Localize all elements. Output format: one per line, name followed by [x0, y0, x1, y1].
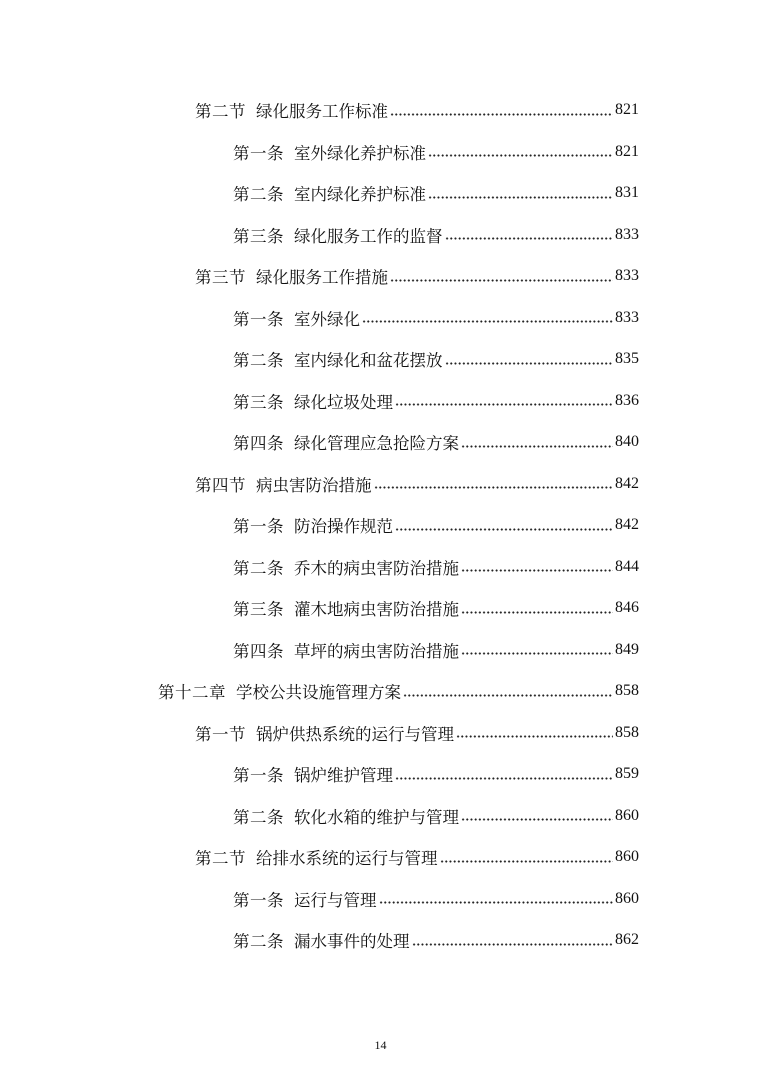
dot-leader — [379, 901, 614, 904]
toc-entry-page: 821 — [615, 101, 639, 118]
toc-entry-title: 绿化垃圾处理 — [294, 392, 393, 412]
dot-leader — [456, 735, 613, 738]
toc-entry-label — [158, 679, 401, 703]
dot-leader — [461, 569, 613, 572]
toc-entry-number: 第一条 — [233, 517, 284, 536]
toc-entry-page: 821 — [615, 142, 639, 160]
dot-leader — [412, 943, 614, 946]
toc-entry-number: 第三条 — [233, 392, 284, 412]
toc-entry-title: 乔木的病虫害防治措施 — [294, 558, 459, 578]
toc-entry-number: 第四节 — [195, 475, 246, 495]
toc-entry-title: 运行与管理 — [294, 890, 377, 910]
toc-entry-label — [233, 223, 443, 247]
toc-entry[interactable] — [233, 881, 639, 917]
toc-entry-page: 862 — [615, 931, 639, 948]
toc-entry-title: 室内绿化养护标准 — [294, 185, 426, 204]
toc-entry[interactable] — [233, 798, 639, 834]
toc-entry-label — [233, 430, 459, 454]
toc-entry-title: 室内绿化和盆花摆放 — [294, 351, 443, 370]
toc-entry[interactable] — [233, 590, 639, 626]
toc-entry-label — [233, 638, 459, 662]
page-number: 14 — [374, 1038, 387, 1052]
toc-entry-label — [233, 804, 459, 828]
toc-entry-page: 860 — [615, 889, 639, 907]
toc-entry-page: 833 — [615, 308, 639, 326]
toc-entry-title: 软化水箱的维护与管理 — [294, 807, 459, 827]
toc-entry-label — [195, 845, 438, 869]
dot-leader — [461, 611, 613, 614]
toc-entry[interactable] — [233, 922, 639, 958]
toc-entry-title: 绿化服务工作的监督 — [294, 226, 443, 246]
toc-entry[interactable] — [233, 175, 639, 211]
toc-entry-label — [195, 721, 454, 745]
toc-entry-page: 833 — [615, 267, 639, 284]
toc-entry-number: 第二条 — [233, 558, 284, 578]
toc-entry-label — [195, 472, 372, 496]
toc-entry-title: 病虫害防治措施 — [256, 475, 372, 495]
toc-entry-label — [233, 181, 426, 205]
dot-leader — [395, 528, 613, 531]
toc-entry-label — [233, 140, 426, 164]
toc-entry[interactable] — [233, 383, 639, 419]
dot-leader — [445, 362, 614, 365]
toc-entry[interactable] — [158, 673, 639, 709]
toc-entry-number: 第二节 — [195, 102, 246, 121]
toc-entry-page: 860 — [615, 806, 639, 824]
toc-entry[interactable] — [195, 715, 639, 751]
toc-entry-title: 给排水系统的运行与管理 — [256, 849, 438, 868]
toc-entry-label — [233, 389, 393, 413]
toc-entry[interactable] — [195, 466, 639, 502]
dot-leader — [428, 196, 613, 199]
toc-entry-number: 第二节 — [195, 849, 246, 868]
toc-entry-number: 第一条 — [233, 143, 284, 163]
toc-entry-title: 锅炉供热系统的运行与管理 — [256, 724, 454, 744]
toc-entry[interactable] — [233, 549, 639, 585]
toc-entry-page: 835 — [615, 350, 639, 367]
dot-leader — [374, 486, 614, 489]
toc-entry-label — [233, 555, 459, 579]
toc-entry[interactable] — [233, 300, 639, 336]
toc-entry-label — [233, 887, 377, 911]
dot-leader — [390, 279, 613, 282]
toc-entry-number: 第三条 — [233, 600, 284, 619]
toc-entry-number: 第二条 — [233, 185, 284, 204]
toc-entry-title: 室外绿化 — [294, 309, 360, 329]
toc-entry-number: 第二条 — [233, 807, 284, 827]
toc-entry-title: 草坪的病虫害防治措施 — [294, 641, 459, 661]
toc-entry[interactable] — [233, 507, 639, 543]
toc-entry-number: 第二条 — [233, 351, 284, 370]
toc-entry-page: 836 — [615, 391, 639, 409]
toc-entry-number: 第一条 — [233, 766, 284, 785]
toc-entry-page: 842 — [615, 474, 639, 492]
toc-entry-page: 859 — [615, 765, 639, 782]
toc-entry-title: 灌木地病虫害防治措施 — [294, 600, 459, 619]
toc-entry-page: 844 — [615, 557, 639, 575]
toc-entry-page: 858 — [615, 682, 639, 699]
toc-entry-page: 860 — [615, 848, 639, 865]
dot-leader — [461, 818, 613, 821]
dot-leader — [403, 694, 613, 697]
toc-entry-label — [233, 306, 360, 330]
toc-entry-title: 绿化服务工作标准 — [256, 102, 388, 121]
toc-entry-title: 绿化管理应急抢险方案 — [294, 434, 459, 453]
toc-entry-title: 绿化服务工作措施 — [256, 268, 388, 287]
toc-entry[interactable] — [195, 839, 639, 875]
toc-entry-title: 锅炉维护管理 — [294, 766, 393, 785]
toc-entry-number: 第二条 — [233, 932, 284, 951]
dot-leader — [390, 113, 613, 116]
toc-entry-number: 第三节 — [195, 268, 246, 287]
toc-entry-number: 第三条 — [233, 226, 284, 246]
toc-entry-page: 842 — [615, 516, 639, 533]
dot-leader — [395, 777, 613, 780]
toc-entry[interactable] — [233, 756, 639, 792]
toc-entry[interactable] — [233, 341, 639, 377]
dot-leader — [461, 652, 613, 655]
toc-entry-label — [195, 264, 388, 288]
toc-entry-page: 840 — [615, 433, 639, 450]
toc-entry-title: 室外绿化养护标准 — [294, 143, 426, 163]
toc-entry-label — [233, 347, 443, 371]
toc-entry[interactable] — [195, 92, 639, 128]
toc-entry-number: 第一条 — [233, 890, 284, 910]
toc-entry-number: 第四条 — [233, 434, 284, 453]
toc-entry-title: 防治操作规范 — [294, 517, 393, 536]
dot-leader — [440, 860, 614, 863]
toc-entry-label — [233, 928, 410, 952]
toc-entry-label — [195, 98, 388, 122]
toc-entry-label — [233, 596, 459, 620]
toc-entry-number: 第一节 — [195, 724, 246, 744]
toc-entry[interactable] — [233, 217, 639, 253]
toc-entry-page: 833 — [615, 225, 639, 243]
toc-entry[interactable] — [233, 632, 639, 668]
dot-leader — [445, 237, 614, 240]
dot-leader — [362, 320, 613, 323]
toc-entry[interactable] — [195, 258, 639, 294]
toc-entry[interactable] — [233, 134, 639, 170]
toc-entry-number: 第十二章 — [158, 683, 226, 702]
toc-entry-number: 第四条 — [233, 641, 284, 661]
toc-entry-page: 831 — [615, 184, 639, 201]
dot-leader — [395, 403, 613, 406]
toc-entry-label — [233, 762, 393, 786]
toc-entry-number: 第一条 — [233, 309, 284, 329]
dot-leader — [461, 445, 613, 448]
dot-leader — [428, 154, 613, 157]
toc-entry[interactable] — [233, 424, 639, 460]
toc-entry-page: 849 — [615, 640, 639, 658]
toc-entry-page: 858 — [615, 723, 639, 741]
toc-entry-label — [233, 513, 393, 537]
toc-entry-title: 漏水事件的处理 — [294, 932, 410, 951]
toc-entry-title: 学校公共设施管理方案 — [236, 683, 401, 702]
toc-entry-page: 846 — [615, 599, 639, 616]
